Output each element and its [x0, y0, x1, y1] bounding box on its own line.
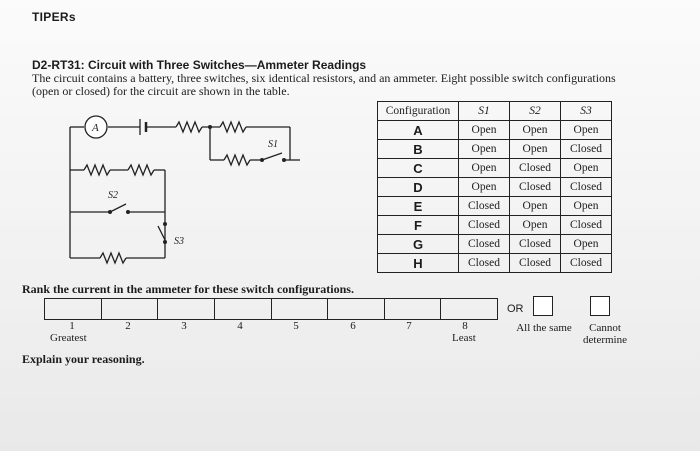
config-letter: A: [378, 121, 459, 140]
config-letter: G: [378, 235, 459, 254]
problem-description: The circuit contains a battery, three switches, six identical resistors, and an ammeter. Eight possible switch configurations (open or closed) for the circuit are shown in the table.: [32, 71, 616, 98]
config-letter: B: [378, 140, 459, 159]
cannot-determine-label: Cannot determine: [583, 322, 627, 346]
cell-s1: Closed: [459, 254, 510, 273]
cell-s1: Open: [459, 121, 510, 140]
table-row: [378, 216, 612, 235]
cell-s2: Closed: [510, 159, 561, 178]
table-row: [378, 197, 612, 216]
rank-number: 8: [462, 320, 468, 332]
table-row: [378, 159, 612, 178]
cell-s1: Open: [459, 178, 510, 197]
rank-box-7[interactable]: [385, 299, 442, 319]
ranking-answer-boxes: [44, 298, 498, 320]
rank-box-4[interactable]: [215, 299, 272, 319]
cell-s3: Open: [561, 121, 612, 140]
config-letter: D: [378, 178, 459, 197]
rank-box-5[interactable]: [272, 299, 329, 319]
rank-number: 3: [181, 320, 187, 332]
header-configuration: Configuration: [378, 102, 459, 121]
rank-box-3[interactable]: [158, 299, 215, 319]
cell-s3: Closed: [561, 178, 612, 197]
header-s3: S3: [561, 102, 612, 121]
greatest-label: Greatest: [50, 332, 87, 344]
cell-s1: Closed: [459, 197, 510, 216]
ammeter-label: A: [92, 122, 99, 134]
explain-prompt: Explain your reasoning.: [22, 352, 145, 366]
header-s2: S2: [510, 102, 561, 121]
rank-box-1[interactable]: [45, 299, 102, 319]
rank-number: 4: [237, 320, 243, 332]
cell-s2: Closed: [510, 254, 561, 273]
configuration-table: [377, 101, 612, 273]
config-letter: H: [378, 254, 459, 273]
cell-s2: Open: [510, 197, 561, 216]
cannot-determine-checkbox[interactable]: [590, 296, 610, 316]
all-same-checkbox[interactable]: [533, 296, 553, 316]
table-header-row: [378, 102, 612, 121]
table-row: [378, 121, 612, 140]
cell-s2: Open: [510, 216, 561, 235]
ranking-question: Rank the current in the ammeter for these switch configurations.: [22, 282, 354, 296]
rank-number: 1: [69, 320, 75, 332]
cell-s3: Closed: [561, 216, 612, 235]
cell-s2: Open: [510, 121, 561, 140]
table-row: [378, 178, 612, 197]
switch-s1-label: S1: [268, 139, 278, 150]
cell-s1: Closed: [459, 235, 510, 254]
or-label: OR: [507, 303, 524, 315]
cell-s1: Open: [459, 159, 510, 178]
cell-s2: Closed: [510, 235, 561, 254]
rank-box-8[interactable]: [441, 299, 497, 319]
cell-s3: Closed: [561, 140, 612, 159]
config-letter: E: [378, 197, 459, 216]
table-row: [378, 235, 612, 254]
rank-number: 2: [125, 320, 131, 332]
rank-number: 5: [293, 320, 299, 332]
problem-title: D2-RT31: Circuit with Three Switches—Ammeter Readings: [32, 58, 367, 72]
least-label: Least: [452, 332, 476, 344]
config-letter: F: [378, 216, 459, 235]
header-s1: S1: [459, 102, 510, 121]
switch-s3-label: S3: [174, 236, 184, 247]
cell-s3: Open: [561, 197, 612, 216]
rank-box-6[interactable]: [328, 299, 385, 319]
cell-s3: Open: [561, 159, 612, 178]
table-row: [378, 254, 612, 273]
cell-s3: Closed: [561, 254, 612, 273]
all-same-label: All the same: [516, 322, 572, 334]
rank-box-2[interactable]: [102, 299, 159, 319]
rank-number: 7: [406, 320, 412, 332]
config-letter: C: [378, 159, 459, 178]
cell-s2: Open: [510, 140, 561, 159]
cell-s1: Open: [459, 140, 510, 159]
table-row: [378, 140, 612, 159]
header-tipers: TIPERs: [32, 10, 76, 24]
cell-s3: Open: [561, 235, 612, 254]
rank-number: 6: [350, 320, 356, 332]
cell-s1: Closed: [459, 216, 510, 235]
switch-s2-label: S2: [108, 190, 118, 201]
cell-s2: Closed: [510, 178, 561, 197]
